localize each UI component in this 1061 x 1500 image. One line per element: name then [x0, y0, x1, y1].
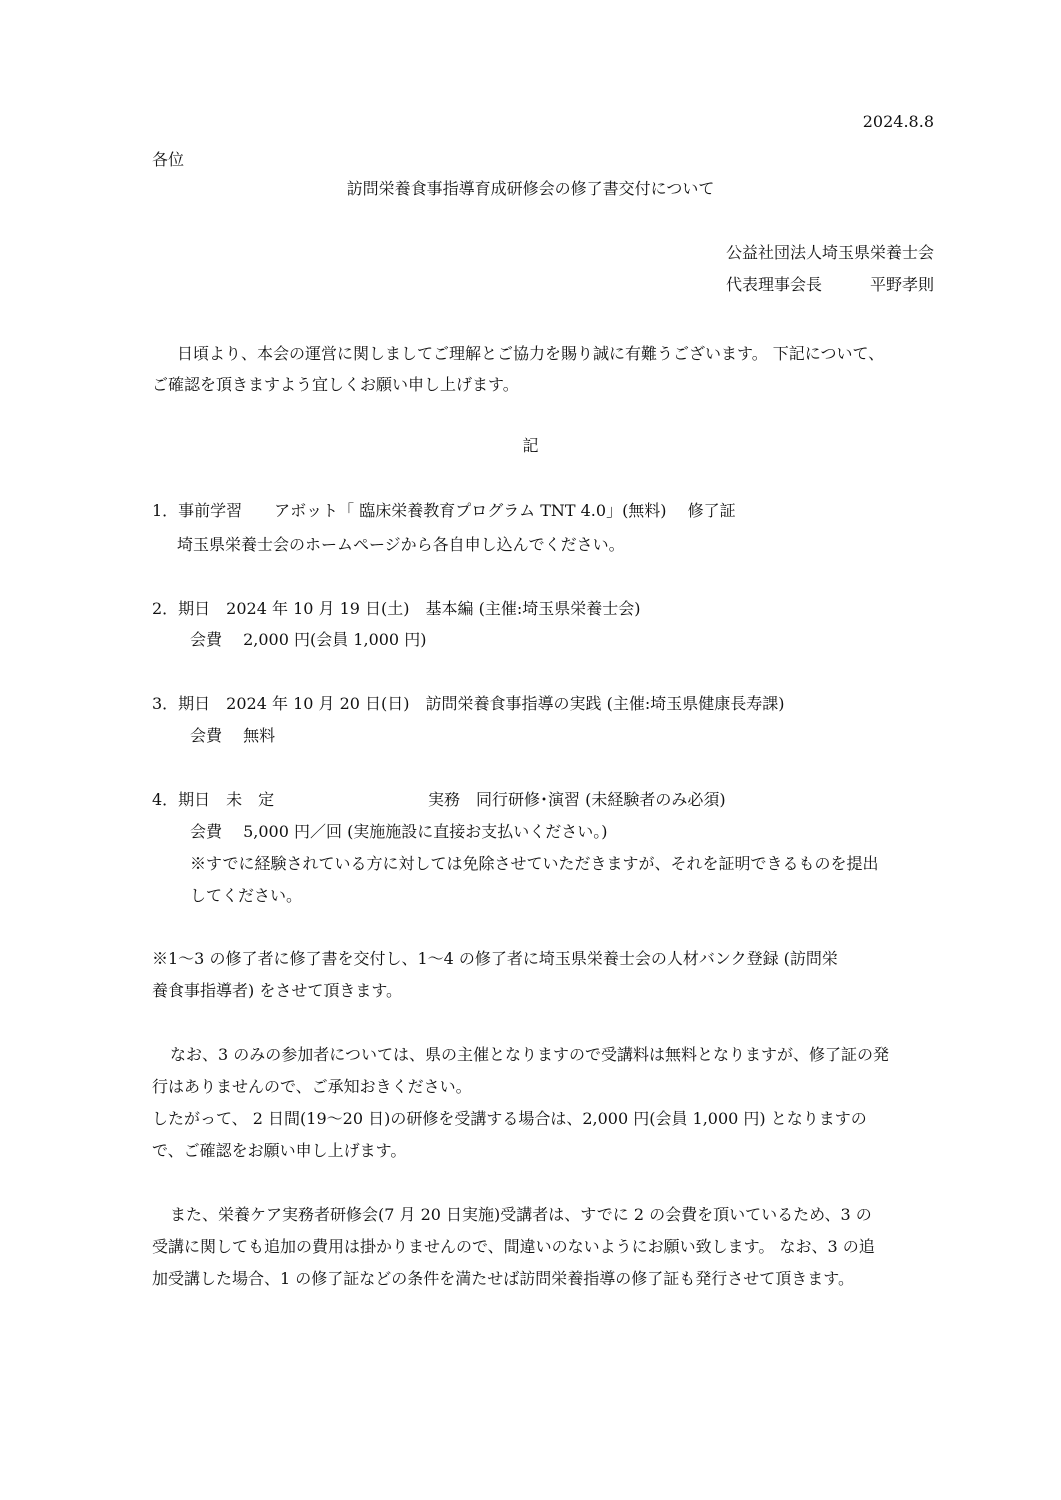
- sender-representative: 代表理事会長 平野孝則: [725, 275, 934, 294]
- item-1-line: 1．事前学習 アボット「 臨床栄養教育プログラム TNT 4.0」(無料) 修了証: [152, 501, 736, 520]
- document-date: 2024.8.8: [862, 112, 934, 131]
- certificate-note-2: 養食事指導者) をさせて頂きます。: [152, 981, 403, 1000]
- greeting-line-1: 日頃より、本会の運営に関しましてご理解とご協力を賜り誠に有難うございます。 下記について、: [177, 344, 885, 363]
- nao-paragraph-2: 行はありませんので、ご承知おきください。: [152, 1077, 472, 1096]
- nao-paragraph-1: なお、3 のみの参加者については、県の主催となりますので受講料は無料となりますが、修了証の発: [170, 1045, 889, 1064]
- item-4-note-1: ※すでに経験されている方に対しては免除させていただきますが、それを証明できるものを提出: [190, 854, 879, 873]
- item-4-line-left: 4．期日 未 定: [152, 790, 275, 809]
- greeting-line-2: ご確認を頂きますよう宜しくお願い申し上げます。: [152, 375, 519, 394]
- item-4-fee: 会費 5,000 円／回 (実施施設に直接お支払いください。): [190, 822, 608, 841]
- addressee: 各位: [152, 150, 185, 169]
- nao-paragraph-4: で、ご確認をお願い申し上げます。: [152, 1141, 407, 1160]
- ki-heading: 記: [522, 436, 539, 455]
- sender-organization: 公益社団法人埼玉県栄養士会: [725, 243, 934, 262]
- item-3-line: 3．期日 2024 年 10 月 20 日(日) 訪問栄養食事指導の実践 (主催:埼玉県健康長寿課): [152, 694, 785, 713]
- item-3-fee: 会費 無料: [190, 726, 276, 745]
- item-4-note-2: してください。: [190, 886, 303, 905]
- item-2-line: 2．期日 2024 年 10 月 19 日(土) 基本編 (主催:埼玉県栄養士会): [152, 599, 641, 618]
- item-4-line-right: 実務 同行研修･演習 (未経験者のみ必須): [428, 790, 726, 809]
- mata-paragraph-1: また、栄養ケア実務者研修会(7 月 20 日実施)受講者は、すでに 2 の会費を頂いているため、3 の: [170, 1205, 872, 1224]
- item-2-fee: 会費 2,000 円(会員 1,000 円): [190, 630, 427, 649]
- certificate-note-1: ※1～3 の修了者に修了書を交付し、1～4 の修了者に埼玉県栄養士会の人材バンク登録 (訪問栄: [152, 949, 838, 968]
- mata-paragraph-3: 加受講した場合、1 の修了証などの条件を満たせば訪問栄養指導の修了証も発行させて頂きます。: [152, 1269, 854, 1288]
- document-title: 訪問栄養食事指導育成研修会の修了書交付について: [346, 179, 715, 198]
- mata-paragraph-2: 受講に関しても追加の費用は掛かりませんので、間違いのないようにお願い致します。 なお、3 の追: [152, 1237, 875, 1256]
- nao-paragraph-3: したがって、 2 日間(19～20 日)の研修を受講する場合は、2,000 円(会員 1,000 円) となりますの: [152, 1109, 867, 1128]
- item-1-detail: 埼玉県栄養士会のホームページから各自申し込んでください。: [177, 535, 625, 554]
